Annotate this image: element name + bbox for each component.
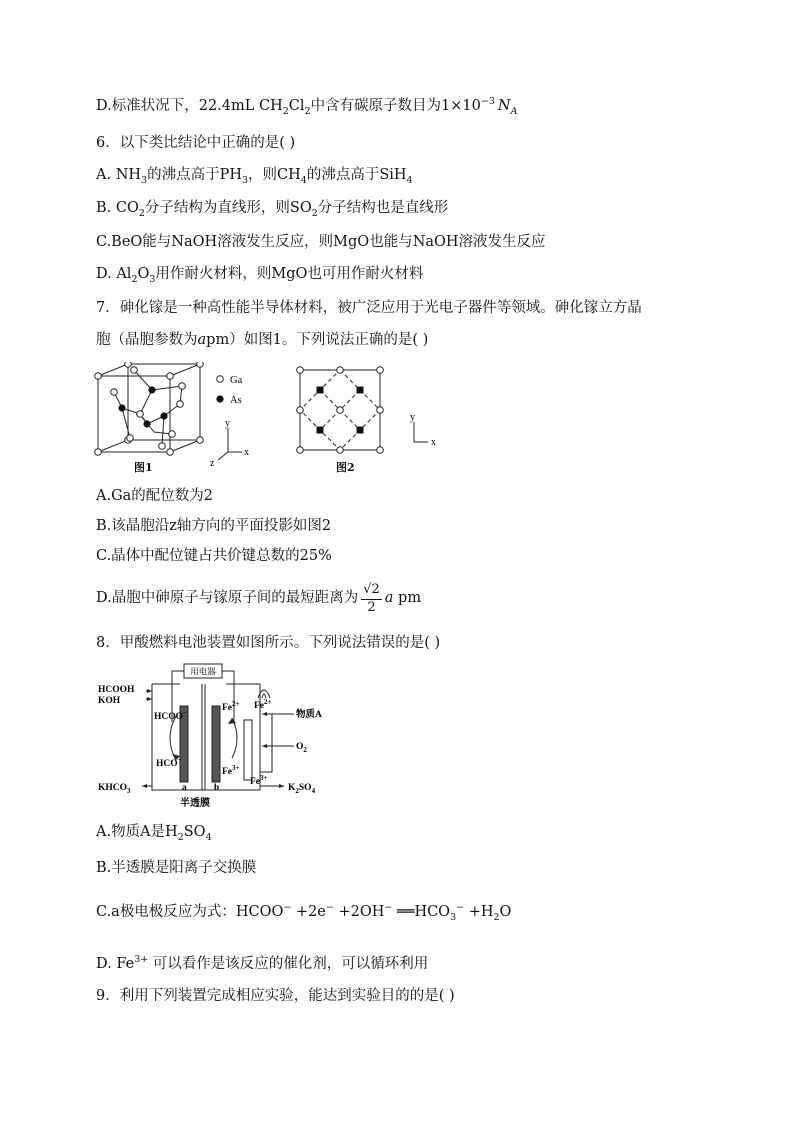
svg-text:半透膜: 半透膜 [180,798,210,809]
q7-stem-line2: 胞（晶胞参数为apm）如图1。下列说法正确的是( ) [96,332,429,348]
svg-text:HCOOH: HCOOH [98,685,135,695]
electrode-b [212,706,220,782]
q8-stem: 8．甲酸燃料电池装置如图所示。下列说法错误的是( ) [96,635,441,651]
svg-text:Fe3+: $Fe^{3+}$ [222,764,240,777]
figure-2-projection [294,364,444,454]
svg-text:O2: $O_2$ [296,742,307,754]
ga-legend-icon [217,376,224,383]
svg-text:y: y [225,418,230,429]
svg-text:KHCO3: $KHCO_3$ [98,783,131,795]
q6-option-d: D. $Al_2O_3$用作耐火材料，则MgO也可用作耐火材料 [96,266,424,285]
svg-text:x: x [431,437,436,448]
svg-text:Fe3+: $Fe^{3+}$ [250,774,268,787]
q7-option-b: B.该晶胞沿z轴方向的平面投影如图2 [96,518,332,534]
q8-option-d: D. $Fe^{3+}$ 可以看作是该反应的催化剂，可以循环利用 [96,954,429,972]
fraction-sqrt2-over-2: $\frac{√2}{2}$ [363,581,380,615]
svg-text:y: y [410,412,415,423]
q5-option-d: D.标准状况下，22.4mL $CH_2Cl_2$中含有碳原子数目为$1\times 10^{-3}$ $N_A$ [96,96,518,117]
q7-stem-line1: 7．砷化镓是一种高性能半导体材料，被广泛应用于光电子器件等领域。砷化镓立方晶 [96,300,642,316]
svg-text:b: b [214,783,220,793]
legend-ga: Ga [230,375,243,386]
q9-stem: 9．利用下列装置完成相应实验，能达到实验目的的是( ) [96,988,455,1004]
svg-text:物质A: 物质A [296,710,322,720]
svg-text:x: x [244,447,249,458]
q8-option-a: A.物质A是$H_2SO_4$ [96,824,212,843]
svg-text:HCO−: HCO− [156,756,182,769]
q6-option-a: A. $NH_3$的沸点高于$PH_3$，则$CH_4$的沸点高于SiH$_4$ [96,167,413,186]
svg-text:z: z [210,458,215,469]
as-legend-icon [216,395,223,402]
svg-text:HCOO−: HCOO− [154,709,188,722]
svg-text:a: a [182,783,187,793]
q7-option-d: D.晶胞中砷原子与镓原子间的最短距离为 $\frac{√2}{2}$ a pm [96,581,422,615]
figure-1-unit-cell [92,362,272,474]
svg-text:用电器: 用电器 [190,666,216,677]
q6-option-b: B. $CO_2$分子结构为直线形，则$SO_2$分子结构也是直线形 [96,200,449,219]
svg-text:Fe2+: $Fe^{2+}$ [254,698,272,711]
q6-stem: 6．以下类比结论中正确的是( ) [96,135,296,151]
figure-2-label: 图2 [336,461,355,474]
svg-text:K2SO4: $K_2SO_4$ [288,783,316,795]
figure-1-label: 图1 [134,461,153,474]
svg-text:KOH: KOH [98,696,121,706]
q8-option-c: C.a极电极反应为式：HCOO− +2e− +2OH− $══HCO_3^- +H_2O$ [96,902,512,923]
svg-text:Fe2+: $Fe^{2+}$ [222,700,240,713]
figure-fuel-cell [96,662,346,810]
q7-option-a: A.Ga的配位数为2 [96,488,214,504]
q7-option-c: C.晶体中配位键占共价键总数的25% [96,548,332,564]
q6-option-c: C.BeO能与NaOH溶液发生反应，则MgO也能与NaOH溶液发生反应 [96,234,546,250]
legend-as: As [230,395,242,406]
q8-option-b: B.半透膜是阳离子交换膜 [96,860,257,876]
